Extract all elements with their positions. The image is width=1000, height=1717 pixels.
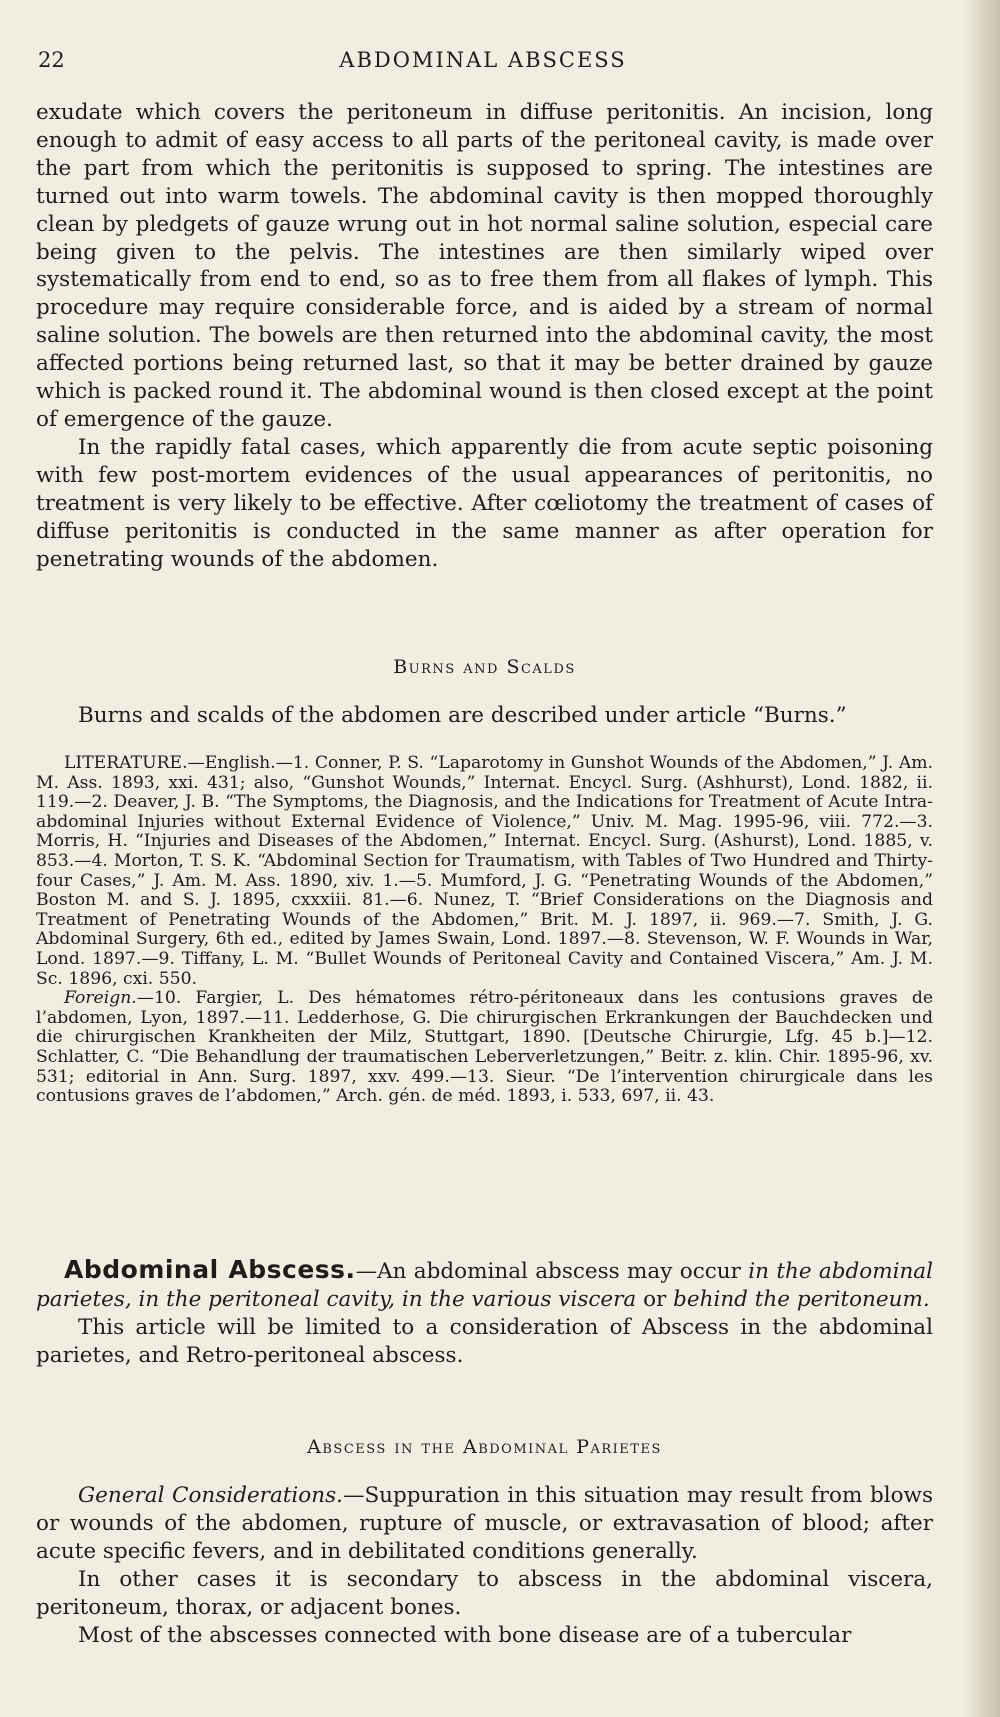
general-considerations-label: General Considerations.: [78, 1483, 343, 1508]
literature-foreign: [36, 989, 933, 1107]
general-considerations-text: —Suppuration in this situation may result from blows or wounds of the abdomen, rupture of muscle, or extravasation of blood; after acute specific fevers, and in debilitated conditions generally.: [36, 1483, 933, 1564]
article-abdominal-abscess: [36, 1256, 933, 1370]
page-number: 22: [38, 48, 65, 72]
paragraph-peritonitis-operation: exudate which covers the peritoneum in diffuse peritonitis. An incision, long enough to admit of easy access to all parts of the peritoneal cavity, is made over the part from which the peritonitis is supposed to spring. The intestines are turned out into warm towels. The abdominal cavity is then mopped thoroughly clean by pledgets of gauze wrung out in hot normal saline solution, especial care being given to the pelvis. The intestines are then similarly wiped over systematically from end to end, so as to free them from all flakes of lymph. This procedure may require considerable force, and is aided by a stream of normal saline solution. The bowels are then returned into the abdominal cavity, the most affected portions being returned last, so that it may be better drained by gauze which is packed round it. The abdominal wound is then closed except at the point of emergence of the gauze.: [36, 100, 933, 432]
literature-list: [36, 754, 933, 1107]
paragraph-secondary-cases: In other cases it is secondary to abscess in the abdominal viscera, peritoneum, thorax, or adjacent bones.: [36, 1566, 933, 1620]
literature-foreign-text: —10. Fargier, L. Des hématomes rétro-péritoneaux dans les contusions graves de l’abdomen, Lyon, 1897.—11. Ledderhose, G. Die chirurgischen Erkrankungen der Bauchdecken und die chirurgischen Krankheiten der Milz, Stuttgart, 1890. [Deutsche Chirurgie, Lfg. 45 b.]—12. Schlatter, C. “Die Behandlung der traumatischen Leberverletzungen,” Beitr. z. klin. Chir. 1895-96, xv. 531; editorial in Ann. Surg. 1897, xxv. 499.—13. Sieur. “De l’intervention chirurgicale dans les contusions graves de l’abdomen,” Arch. gén. de méd. 1893, i. 533, 697, ii. 43.: [36, 988, 933, 1107]
page-edge-shadow: [964, 0, 1000, 1717]
heading-burns-and-scalds: Burns and Scalds: [393, 656, 576, 678]
paragraph-tubercular: Most of the abscesses connected with bone disease are of a tubercular: [78, 1622, 852, 1648]
literature-english-text: —1. Conner, P. S. “Laparotomy in Gunshot Wounds of the Abdomen,” J. Am. M. Ass. 1893, xxi. 431; also, “Gunshot Wounds,” Internat. Encycl. Surg. (Ashhurst), Lond. 1882, ii. 119.—2. Deaver, J. B. “The Symptoms, the Diagnosis, and the Indications for Treatment of Acute Intra-abdominal Injuries without External Evidence of Violence,” Univ. M. Mag. 1995-96, viii. 772.—3. Morris, H. “Injuries and Diseases of the Abdomen,” Internat. Encycl. Surg. (Ashurst), Lond. 1885, v. 853.—4. Morton, T. S. K. “Abdominal Section for Traumatism, with Tables of Two Hundred and Thirty-four Cases,” J. Am. M. Ass. 1890, xiv. 1.—5. Mumford, J. G. “Penetrating Wounds of the Abdomen,” Boston M. and S. J. 1895, cxxxiii. 81.—6. Nunez, T. “Brief Considerations on the Diagnosis and Treatment of Penetrating Wounds of the Abdomen,” Brit. M. J. 1897, ii. 969.—7. Smith, J. G. Abdominal Surgery, 6th ed., edited by James Swain, Lond. 1897.—8. Stevenson, W. F. Wounds in War, Lond. 1897.—9. Tiffany, L. M. “Bullet Wounds of Peritoneal Cavity and Contained Viscera,” Am. J. M. Sc. 1896, cxi. 550.: [36, 753, 933, 989]
article-intro-or: or: [636, 1287, 674, 1312]
article-intro-text: —An abdominal abscess may occur: [355, 1259, 749, 1284]
article-intro: [36, 1256, 933, 1314]
article-intro-italic-behind: behind the peritoneum.: [673, 1287, 930, 1312]
literature-english-label: LITERATURE.—English.: [64, 753, 276, 773]
heading-abscess-parietes: Abscess in the Abdominal Parietes: [307, 1436, 662, 1458]
article-intro-italic-locations: in the abdominal parietes, in the peritoneal cavity, in the various viscera: [36, 1259, 934, 1312]
continuation-text: [36, 99, 933, 573]
paragraph-burns: Burns and scalds of the abdomen are described under article “Burns.”: [78, 703, 847, 728]
literature-foreign-label: Foreign.: [64, 988, 137, 1009]
article-scope: This article will be limited to a consideration of Abscess in the abdominal parietes, and Retro-peritoneal abscess.: [36, 1315, 933, 1368]
running-title: ABDOMINAL ABSCESS: [339, 48, 627, 72]
parietes-text: [36, 1482, 933, 1649]
paragraph-fatal-cases: In the rapidly fatal cases, which apparently die from acute septic poisoning with few post-mortem evidences of the usual appearances of peritonitis, no treatment is very likely to be effective. After cœliotomy the treatment of cases of diffuse peritonitis is conducted in the same manner as after operation for penetrating wounds of the abdomen.: [36, 434, 933, 572]
literature-english: [36, 754, 933, 989]
running-head: [38, 48, 928, 82]
paragraph-general-considerations: [36, 1482, 933, 1566]
article-term: Abdominal Abscess.: [64, 1255, 356, 1284]
